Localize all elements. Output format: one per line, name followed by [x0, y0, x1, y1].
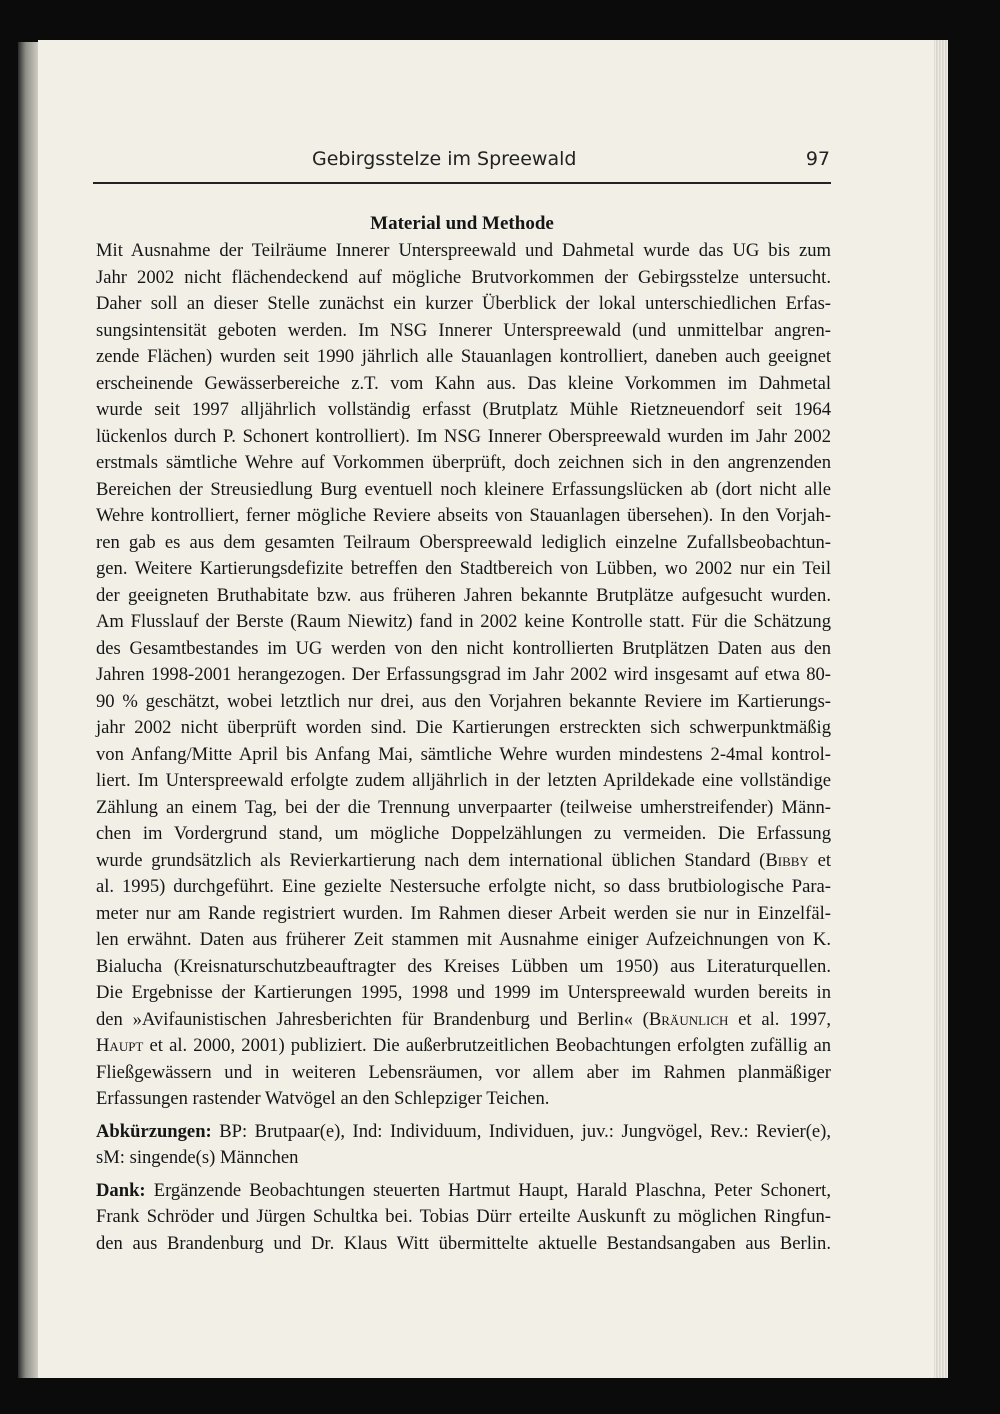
text-line: erstmals sämtliche Wehre auf Vorkommen überprüft, doch zeichnen sich in den angrenzenden	[96, 452, 831, 473]
text-line	[96, 1033, 831, 1060]
author-citation: Bibby	[765, 849, 809, 871]
running-title: Gebirgsstelze im Spreewald	[312, 148, 577, 170]
text-line: jahr 2002 nicht überprüft worden sind. Die Kartierungen erstreckten sich schwerpunktmäßig	[96, 717, 831, 738]
text-line: Bereichen der Streusiedlung Burg eventuell noch kleinere Erfassungslücken ab (dort nicht alle	[96, 478, 831, 500]
text-run: BP: Brutpaar(e), Ind: Individuum, Individuen, juv.: Jungvögel, Rev.: Revier(e),	[211, 1120, 831, 1142]
text-line: wurde seit 1997 alljährlich vollständig erfasst (Brutplatz Mühle Rietzneuendorf seit 1964	[96, 399, 831, 420]
text-line: ren gab es aus dem gesamten Teilraum Oberspreewald lediglich einzelne Zufallsbeobachtun-	[96, 531, 831, 553]
book-spine	[18, 42, 40, 1378]
text-run: den »Avifaunistischen Jahresberichten für Brandenburg und Berlin« (	[96, 1008, 649, 1030]
text-line: Die Ergebnisse der Kartierungen 1995, 1998 und 1999 im Unterspreewald wurden bereits in	[96, 982, 831, 1003]
text-line: erscheinende Gewässerbereiche z.T. vom Kahn aus. Das kleine Vorkommen im Dahmetal	[96, 372, 831, 394]
text-line: von Anfang/Mitte April bis Anfang Mai, sämtliche Wehre wurden mindestens 2-4mal kontrol-	[96, 743, 831, 765]
text-line: Jahren 1998-2001 herangezogen. Der Erfassungsgrad im Jahr 2002 wird insgesamt auf etwa 80-	[96, 664, 831, 685]
page-number: 97	[805, 148, 830, 170]
text-line: Bialucha (Kreisnaturschutzbeauftragter des Kreises Lübben um 1950) aus Literaturquellen.	[96, 955, 831, 977]
text-line: Wehre kontrolliert, ferner mögliche Reviere abseits von Stauanlagen übersehen). In den Vorjah-	[96, 505, 831, 526]
page-edges	[934, 40, 948, 1378]
text-run: et	[808, 849, 831, 871]
text-line: des Gesamtbestandes im UG werden von den nicht kontrollierten Brutplätzen Daten aus den	[96, 637, 831, 659]
abbreviations-line	[96, 1119, 831, 1146]
text-line: der geeigneten Bruthabitate bzw. aus früheren Jahren bekannte Brutplätze aufgesucht wurden.	[96, 584, 831, 606]
acknowledgements-line: den aus Brandenburg und Dr. Klaus Witt übermittelte aktuelle Bestandsangaben aus Berlin.	[96, 1232, 831, 1254]
text-line: Am Flusslauf der Berste (Raum Niewitz) fand in 2002 keine Kontrolle statt. Für die Schätzung	[96, 611, 831, 632]
text-run: et al. 1997,	[728, 1008, 831, 1030]
text-line: zende Flächen) wurden seit 1990 jährlich alle Stauanlagen kontrolliert, daneben auch geeignet	[96, 346, 831, 367]
text-run: Ergänzende Beobachtungen steuerten Hartmut Haupt, Harald Plaschna, Peter Schonert,	[145, 1179, 831, 1201]
text-line: Mit Ausnahme der Teilräume Innerer Unterspreewald und Dahmetal wurde das UG bis zum	[96, 240, 831, 261]
abbreviations-label: Abkürzungen:	[96, 1120, 212, 1142]
header-rule	[93, 182, 831, 184]
body-text	[96, 238, 831, 1257]
text-run: et al. 2000, 2001) publiziert. Die außerbrutzeitlichen Beobachtungen erfolgten zufällig an	[143, 1035, 831, 1056]
section-heading: Material und Methode	[370, 213, 554, 234]
text-line: al. 1995) durchgeführt. Eine gezielte Nestersuche erfolgte nicht, so dass brutbiologische Para-	[96, 876, 831, 897]
author-citation: Bräunlich	[648, 1008, 729, 1030]
acknowledgements-label: Dank:	[96, 1179, 146, 1201]
text-line: Erfassungen rastender Watvögel an den Schlepziger Teichen.	[96, 1088, 550, 1109]
text-line: len erwähnt. Daten aus früherer Zeit stammen mit Ausnahme einiger Aufzeichnungen von K.	[96, 929, 831, 950]
text-line: Fließgewässern und in weiteren Lebensräumen, vor allem aber im Rahmen planmäßiger	[96, 1061, 831, 1083]
text-line: lückenlos durch P. Schonert kontrolliert). Im NSG Innerer Oberspreewald wurden im Jahr 2002	[96, 425, 831, 447]
text-line: Jahr 2002 nicht flächendeckend auf mögliche Brutvorkommen der Gebirgsstelze untersucht.	[96, 266, 831, 288]
text-line: sungsintensität geboten werden. Im NSG Innerer Unterspreewald (und unmittelbar angren-	[96, 319, 831, 341]
text-run: wurde grundsätzlich als Revierkartierung nach dem international üblichen Standard (	[96, 849, 766, 871]
author-citation: Haupt	[96, 1035, 144, 1056]
text-line: gen. Weitere Kartierungsdefizite betreffen den Stadtbereich von Lübben, wo 2002 nur ein Teil	[96, 558, 831, 579]
text-line: meter nur am Rande registriert wurden. Im Rahmen dieser Arbeit werden sie nur in Einzelfäl-	[96, 902, 831, 924]
abbreviations-line: sM: singende(s) Männchen	[96, 1147, 299, 1168]
text-line	[96, 1007, 831, 1034]
text-line: Daher soll an dieser Stelle zunächst ein kurzer Überblick der lokal unterschiedlichen Erfas-	[96, 293, 831, 314]
text-line: liert. Im Unterspreewald erfolgte zudem alljährlich in der letzten Aprildekade eine vollständige	[96, 770, 831, 791]
acknowledgements-line: Frank Schröder und Jürgen Schultka bei. Tobias Dürr erteilte Auskunft zu möglichen Ringfun-	[96, 1206, 831, 1227]
text-line: Zählung an einem Tag, bei der die Trennung unverpaarter (teilweise umherstreifender) Männ-	[96, 796, 831, 818]
text-line: 90 % geschätzt, wobei letztlich nur drei, aus den Vorjahren bekannte Reviere im Kartierungs-	[96, 690, 831, 712]
text-line: chen im Vordergrund stand, um mögliche Doppelzählungen zu vermeiden. Die Erfassung	[96, 823, 831, 844]
acknowledgements-line	[96, 1178, 831, 1205]
text-line	[96, 848, 831, 875]
